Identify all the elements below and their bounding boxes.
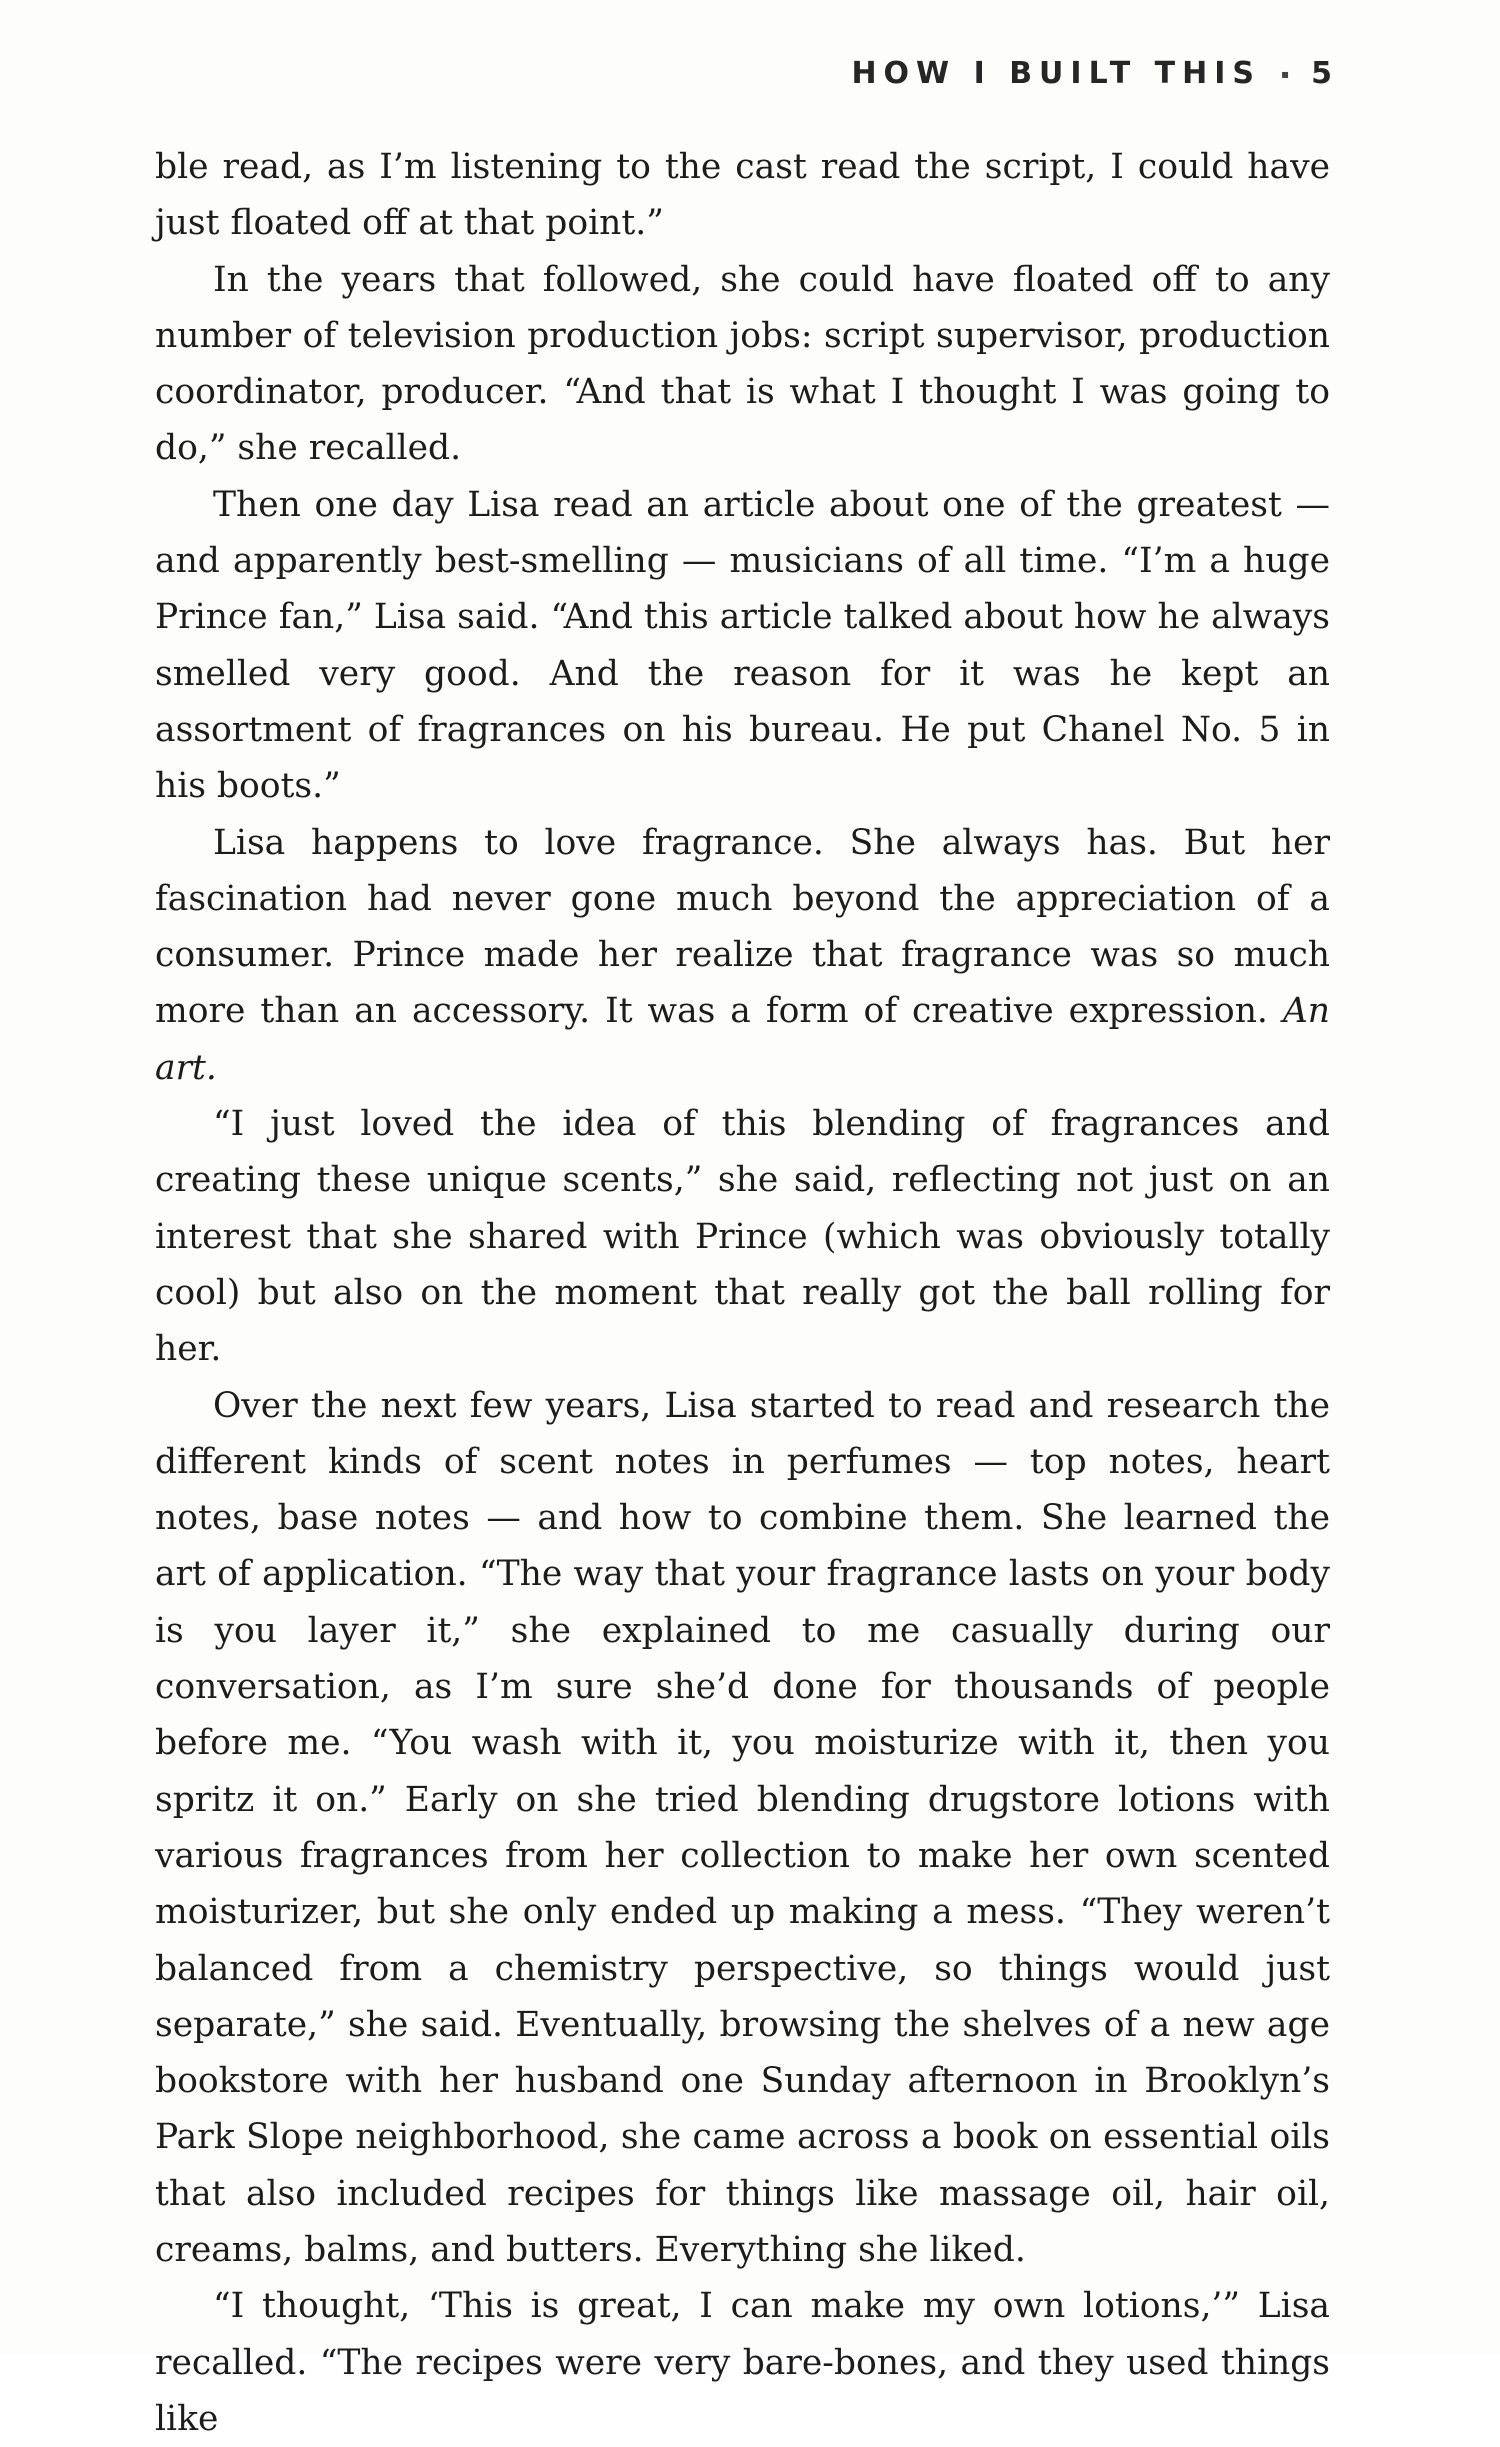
emphasis-text: An art. <box>155 991 1331 1088</box>
paragraph: “I just loved the idea of this blending of fragrances and creating these unique scents,” she said, reflecting not just on an interest that she shared with Prince (which was obviously totally cool) but also on the moment that really got the ball rolling for her. <box>155 1104 1330 1370</box>
paragraph-continued: ble read, as I’m listening to the cast read the script, I could have just floated off at that point.” <box>155 147 1330 244</box>
page-number: 5 <box>1311 56 1332 91</box>
paragraph: Over the next few years, Lisa started to read and research the different kinds of scent notes in perfumes — top notes, heart notes, base notes — and how to combine them. She learned the art of application. “The way that your fragrance lasts on your body is you layer it,” she explained to me casually during our conversation, as I’m sure she’d done for thousands of people before me. “You wash with it, you moisturize with it, then you spritz it on.” Early on she tried blending drugstore lotions with various fragrances from her collection to make her own scented moisturizer, but she only ended up making a mess. “They weren’t balanced from a chemistry perspective, so things would just separate,” she said. Eventually, browsing the shelves of a new age bookstore with her husband one Sunday afternoon in Brooklyn’s Park Slope neighborhood, she came across a book on essential oils that also included recipes for things like massage oil, hair oil, creams, balms, and butters. Everything she liked. <box>155 1385 1330 2270</box>
running-title: HOW I BUILT THIS <box>851 56 1261 91</box>
paragraph: Then one day Lisa read an article about one of the greatest — and apparently best-smelling — musicians of all time. “I’m a huge Prince fan,” Lisa said. “And this article talked about how he always smelled very good. And the reason for it was he kept an assortment of fragrances on his bureau. He put Chanel No. 5 in his boots.” <box>155 484 1330 807</box>
paragraph <box>155 815 1330 1096</box>
body-text <box>155 139 1330 2447</box>
paragraph: In the years that followed, she could have floated off to any number of television production jobs: script supervisor, production coordinator, producer. “And that is what I thought I was going to do,” she recalled. <box>155 259 1330 469</box>
paragraph-text: Lisa happens to love fragrance. She always has. But her fascination had never gone much beyond the appreciation of a consumer. Prince made her realize that fragrance was so much more than an accessory. It was a form of creative expression. <box>155 822 1330 1032</box>
paragraph: “I thought, ‘This is great, I can make my own lotions,’” Lisa recalled. “The recipes were very bare-bones, and they used things like <box>155 2286 1330 2439</box>
separator-glyph: ▪ <box>1280 66 1290 81</box>
running-header <box>851 56 1332 91</box>
